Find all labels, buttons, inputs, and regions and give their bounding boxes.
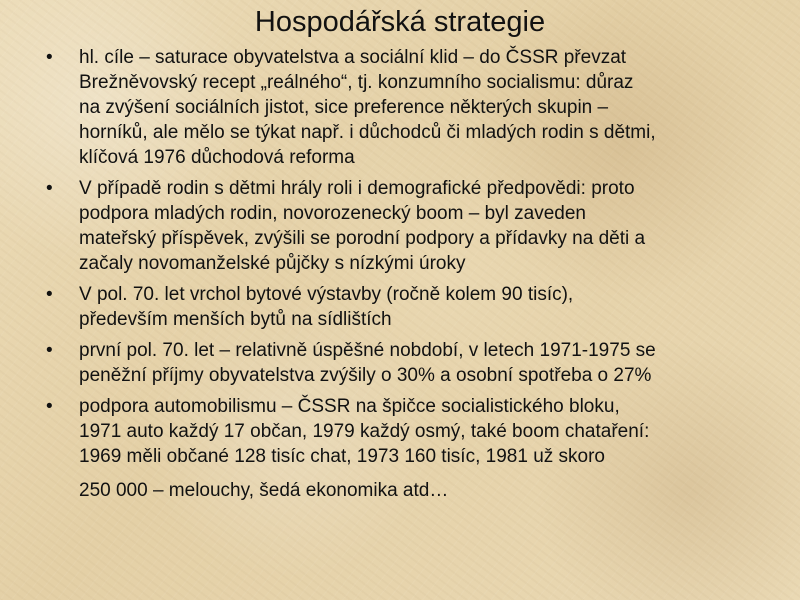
bullet-item-goals — [44, 45, 772, 170]
bullet-point-icon: • — [46, 340, 53, 361]
bullet-point-icon: • — [46, 284, 53, 305]
bullet-line: na zvýšení sociálních jistot, sice preference některých skupin – — [79, 97, 609, 118]
bullet-item-income — [44, 338, 772, 388]
bullet-point-icon: • — [46, 47, 53, 68]
bullet-line: podpora automobilismu – ČSSR na špičce socialistického bloku, — [79, 396, 620, 417]
bullet-line: V pol. 70. let vrchol bytové výstavby (ročně kolem 90 tisíc), — [79, 284, 574, 305]
bullet-item-housing — [44, 282, 772, 332]
bullet-line: začaly novomanželské půjčky s nízkými úroky — [79, 253, 466, 274]
bullet-line: první pol. 70. let – relativně úspěšné nobdobí, v letech 1971-1975 se — [79, 340, 656, 361]
bullet-item-automobiles — [44, 394, 772, 503]
bullet-line: klíčová 1976 důchodová reforma — [79, 147, 355, 168]
bullet-line: 1971 auto každý 17 občan, 1979 každý osmý, také boom chataření: — [79, 421, 650, 442]
slide-title: Hospodářská strategie — [254, 6, 546, 38]
bullet-line: horníků, ale mělo se týkat např. i důchodců či mladých rodin s dětmi, — [79, 122, 656, 143]
bullet-line: hl. cíle – saturace obyvatelstva a sociální klid – do ČSSR převzat — [79, 47, 627, 68]
bullet-line: Brežněvovský recept „reálného“, tj. konzumního socialismu: důraz — [79, 72, 634, 93]
bullet-line: 250 000 – melouchy, šedá ekonomika atd… — [79, 480, 449, 501]
bullet-line: peněžní příjmy obyvatelstva zvýšily o 30% a osobní spotřeba o 27% — [79, 365, 652, 386]
bullet-list — [44, 45, 772, 509]
bullet-line: především menších bytů na sídlištích — [79, 309, 392, 330]
bullet-line: mateřský příspěvek, zvýšili se porodní podpory a přídavky na děti a — [79, 228, 646, 249]
bullet-line: podpora mladých rodin, novorozenecký boom – byl zaveden — [79, 203, 586, 224]
bullet-line: V případě rodin s dětmi hrály roli i demografické předpovědi: proto — [79, 178, 635, 199]
bullet-item-families — [44, 176, 772, 276]
bullet-point-icon: • — [46, 396, 53, 417]
bullet-point-icon: • — [46, 178, 53, 199]
bullet-line: 1969 měli občané 128 tisíc chat, 1973 160 tisíc, 1981 už skoro — [79, 446, 605, 467]
